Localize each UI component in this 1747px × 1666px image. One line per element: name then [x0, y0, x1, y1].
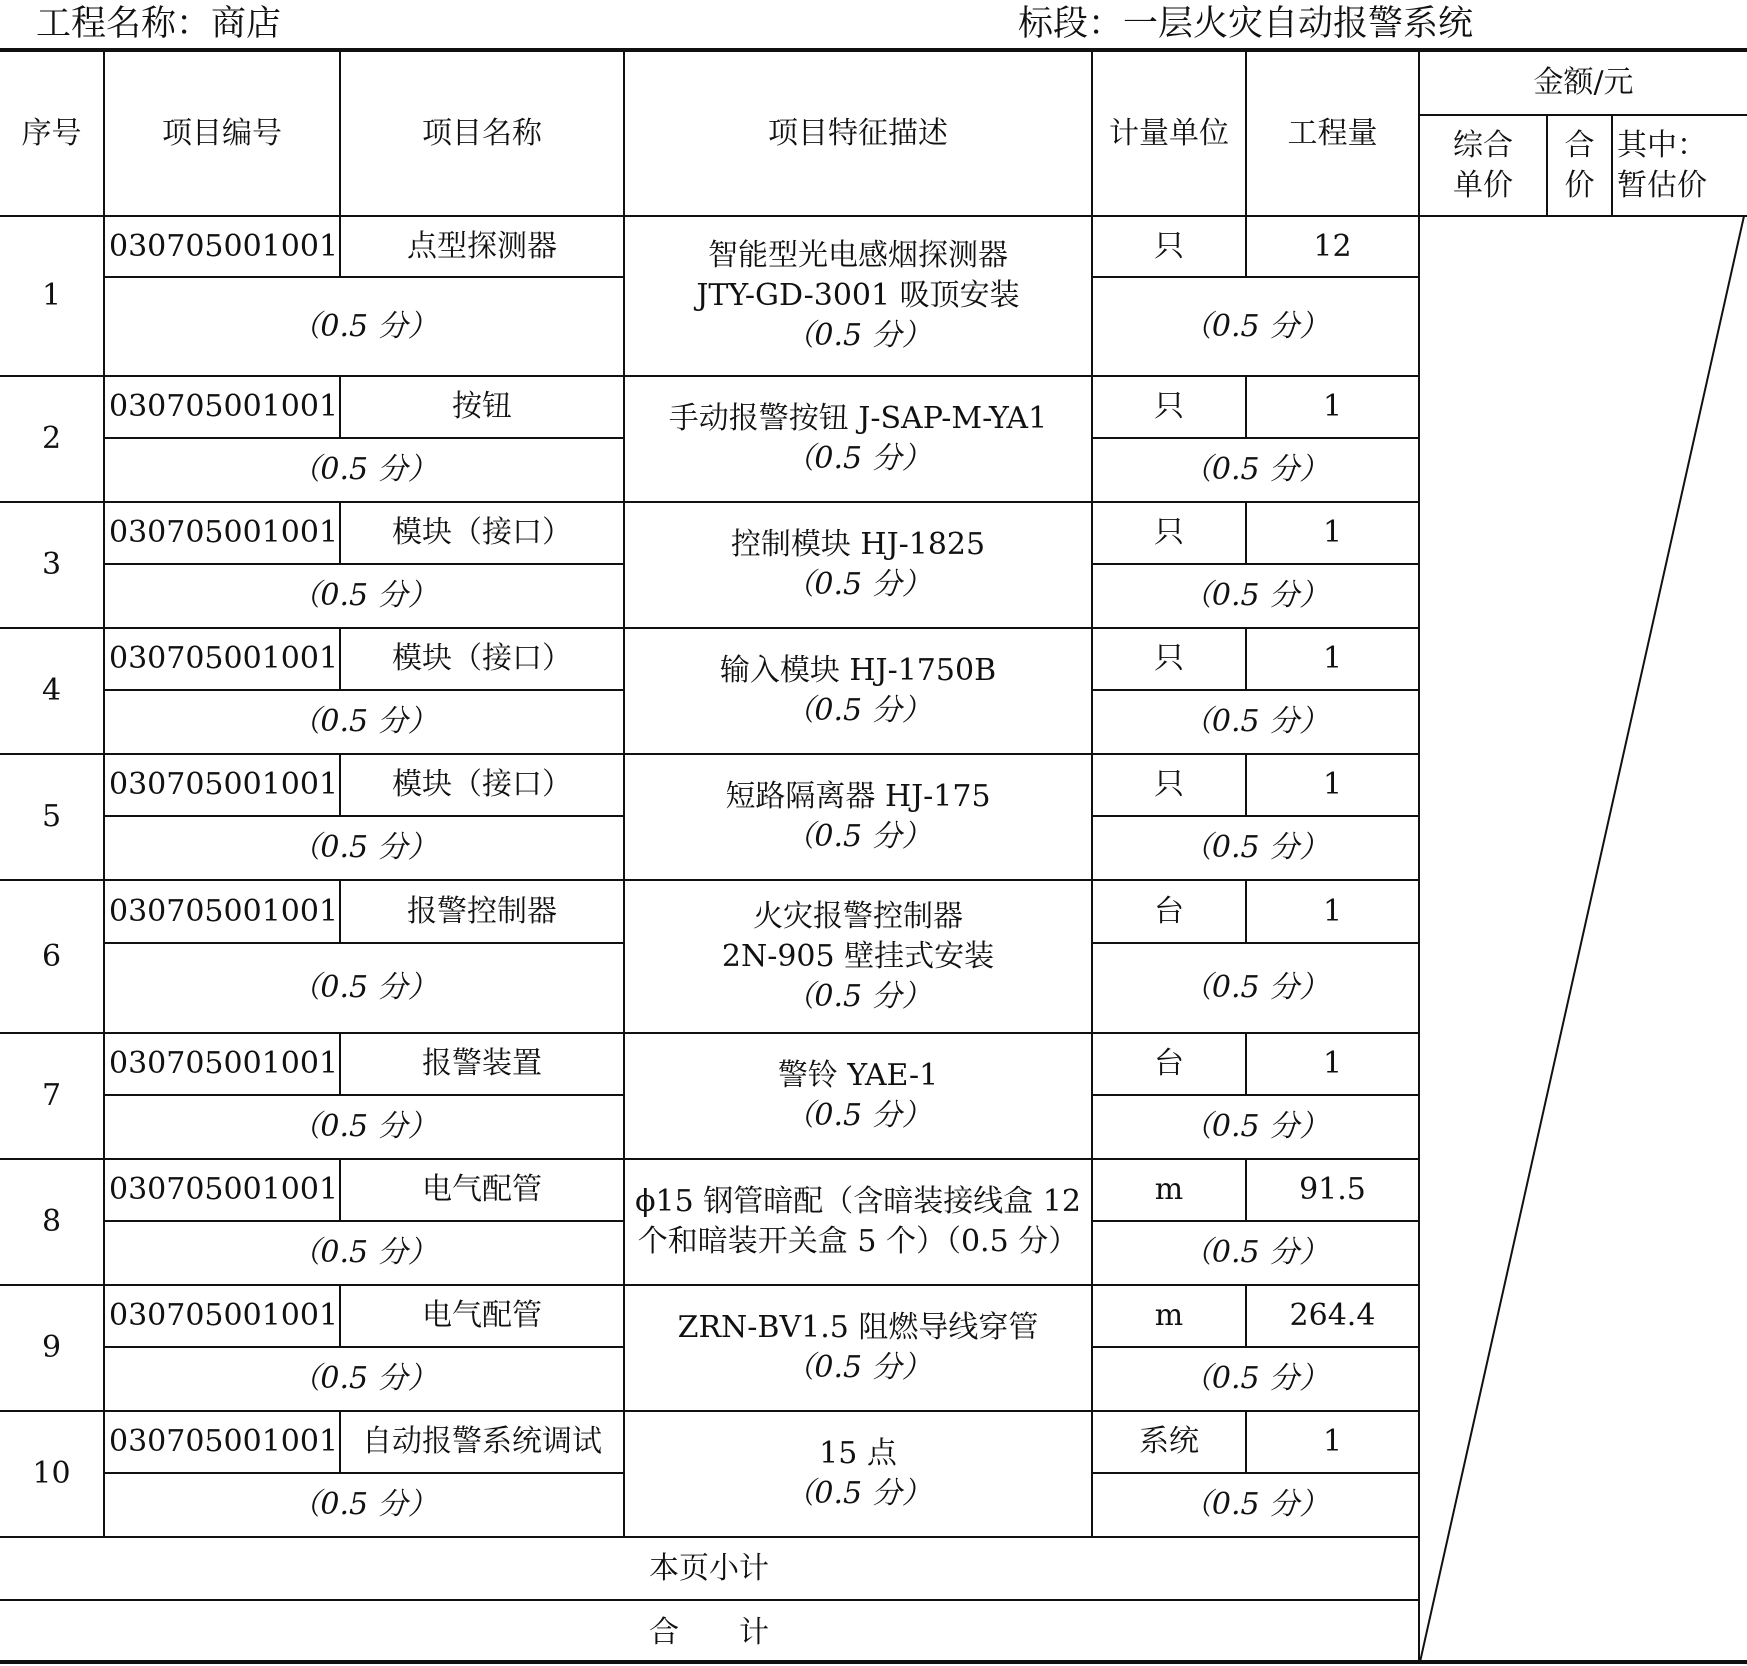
score-code-name: （0.5 分） [104, 1473, 624, 1537]
col-header-amount: 金额/元 [1419, 52, 1747, 115]
row-quantity: 1 [1246, 376, 1419, 438]
score-code-name: （0.5 分） [104, 277, 624, 376]
row-seq: 8 [0, 1159, 104, 1285]
score-code-name: （0.5 分） [104, 1221, 624, 1285]
row-feature [624, 1411, 1092, 1537]
section-name: 标段：一层火灾自动报警系统 [1018, 4, 1474, 44]
score-code-name: （0.5 分） [104, 1095, 624, 1159]
feature-line: 输入模块 HJ-1750B [719, 653, 997, 688]
row-quantity: 1 [1246, 1033, 1419, 1095]
feature-line: 警铃 YAE-1 [777, 1058, 939, 1093]
row-name: 模块（接口） [340, 754, 624, 816]
row-code: 030705001001 [104, 502, 340, 564]
bottom-rule [0, 1660, 1747, 1664]
row-name: 点型探测器 [340, 216, 624, 277]
row-code: 030705001001 [104, 1033, 340, 1095]
feature-line: 15 点 [819, 1436, 897, 1471]
score-unit-qty: （0.5 分） [1092, 564, 1419, 628]
score-unit-qty: （0.5 分） [1092, 816, 1419, 880]
feature-line: 智能型光电感烟探测器 [708, 238, 1008, 273]
row-seq: 7 [0, 1033, 104, 1159]
row-quantity: 91.5 [1246, 1159, 1419, 1221]
row-code: 030705001001 [104, 216, 340, 277]
col-header-name: 项目名称 [340, 52, 624, 216]
feature-line: （0.5 分） [784, 1350, 932, 1385]
bill-of-quantities-table [0, 52, 1747, 1664]
score-unit-qty: （0.5 分） [1092, 1473, 1419, 1537]
col-header-seq: 序号 [0, 52, 104, 216]
feature-line: （0.5 分） [784, 1476, 932, 1511]
row-code: 030705001001 [104, 628, 340, 690]
col-header-feature: 项目特征描述 [624, 52, 1092, 216]
row-name: 报警控制器 [340, 880, 624, 943]
score-unit-qty: （0.5 分） [1092, 277, 1419, 376]
amount-blank-area [1419, 216, 1747, 1664]
row-quantity: 1 [1246, 880, 1419, 943]
col-header-quantity: 工程量 [1246, 52, 1419, 216]
row-code: 030705001001 [104, 880, 340, 943]
feature-line: 火灾报警控制器 [753, 898, 963, 934]
feature-line: 手动报警按钮 J-SAP-M-YA1 [668, 401, 1048, 436]
row-name: 按钮 [340, 376, 624, 438]
feature-line: （0.5 分） [784, 318, 932, 353]
score-unit-qty: （0.5 分） [1092, 1221, 1419, 1285]
row-quantity: 1 [1246, 1411, 1419, 1473]
row-seq: 5 [0, 754, 104, 880]
row-seq: 2 [0, 376, 104, 502]
row-quantity: 12 [1246, 216, 1419, 277]
row-code: 030705001001 [104, 1411, 340, 1473]
row-seq: 3 [0, 502, 104, 628]
row-unit: 只 [1092, 216, 1246, 277]
table-row [0, 216, 1747, 277]
row-seq: 6 [0, 880, 104, 1033]
feature-line: （0.5 分） [784, 978, 932, 1014]
row-quantity: 264.4 [1246, 1285, 1419, 1347]
score-unit-qty: （0.5 分） [1092, 1347, 1419, 1411]
row-code: 030705001001 [104, 1285, 340, 1347]
score-unit-qty: （0.5 分） [1092, 1095, 1419, 1159]
score-code-name: （0.5 分） [104, 564, 624, 628]
row-seq: 4 [0, 628, 104, 754]
score-code-name: （0.5 分） [104, 943, 624, 1033]
row-feature [624, 1033, 1092, 1159]
feature-line: ϕ15 钢管暗配（含暗装接线盒 12 [635, 1184, 1081, 1219]
score-code-name: （0.5 分） [104, 1347, 624, 1411]
score-unit-qty: （0.5 分） [1092, 690, 1419, 754]
row-unit: 只 [1092, 754, 1246, 816]
row-feature [624, 376, 1092, 502]
row-name: 电气配管 [340, 1285, 624, 1347]
row-name: 报警装置 [340, 1033, 624, 1095]
project-name: 工程名称：商店 [36, 4, 282, 44]
col-header-unit: 计量单位 [1092, 52, 1246, 216]
row-feature [624, 628, 1092, 754]
feature-line: 短路隔离器 HJ-175 [725, 779, 991, 814]
row-unit: 系统 [1092, 1411, 1246, 1473]
row-quantity: 1 [1246, 754, 1419, 816]
row-feature [624, 880, 1092, 1033]
feature-line: （0.5 分） [784, 819, 932, 854]
row-unit: 台 [1092, 880, 1246, 943]
row-name: 电气配管 [340, 1159, 624, 1221]
score-code-name: （0.5 分） [104, 438, 624, 502]
feature-line: 控制模块 HJ-1825 [730, 527, 986, 562]
row-code: 030705001001 [104, 376, 340, 438]
row-feature [624, 1159, 1092, 1285]
row-quantity: 1 [1246, 502, 1419, 564]
col-header-unit-price: 综合 单价 [1419, 115, 1547, 216]
row-unit: 只 [1092, 628, 1246, 690]
feature-line: 2N-905 壁挂式安装 [721, 938, 995, 974]
row-feature [624, 754, 1092, 880]
feature-line: JTY-GD-3001 吸顶安装 [696, 278, 1020, 313]
total-row-label: 合 计 [0, 1600, 1419, 1664]
col-header-total-price: 合 价 [1547, 115, 1612, 216]
feature-line: （0.5 分） [784, 1098, 932, 1133]
score-unit-qty: （0.5 分） [1092, 438, 1419, 502]
row-feature [624, 1285, 1092, 1411]
feature-line: （0.5 分） [784, 567, 932, 602]
col-header-code: 项目编号 [104, 52, 340, 216]
row-seq: 10 [0, 1411, 104, 1537]
row-feature [624, 216, 1092, 376]
row-unit: m [1092, 1159, 1246, 1221]
row-quantity: 1 [1246, 628, 1419, 690]
row-unit: 只 [1092, 376, 1246, 438]
score-code-name: （0.5 分） [104, 816, 624, 880]
feature-line: 个和暗装开关盒 5 个）（0.5 分） [637, 1224, 1079, 1259]
row-seq: 9 [0, 1285, 104, 1411]
page-subtotal-row-label: 本页小计 [0, 1537, 1419, 1600]
row-name: 自动报警系统调试 [340, 1411, 624, 1473]
feature-line: （0.5 分） [784, 441, 932, 476]
feature-line: ZRN-BV1.5 阻燃导线穿管 [677, 1310, 1039, 1345]
row-feature [624, 502, 1092, 628]
row-seq: 1 [0, 216, 104, 376]
row-code: 030705001001 [104, 754, 340, 816]
feature-line: （0.5 分） [784, 693, 932, 728]
row-name: 模块（接口） [340, 502, 624, 564]
score-unit-qty: （0.5 分） [1092, 943, 1419, 1033]
row-unit: 台 [1092, 1033, 1246, 1095]
col-header-estimate: 其中： 暂估价 [1612, 115, 1747, 216]
row-name: 模块（接口） [340, 628, 624, 690]
row-code: 030705001001 [104, 1159, 340, 1221]
row-unit: m [1092, 1285, 1246, 1347]
score-code-name: （0.5 分） [104, 690, 624, 754]
row-unit: 只 [1092, 502, 1246, 564]
